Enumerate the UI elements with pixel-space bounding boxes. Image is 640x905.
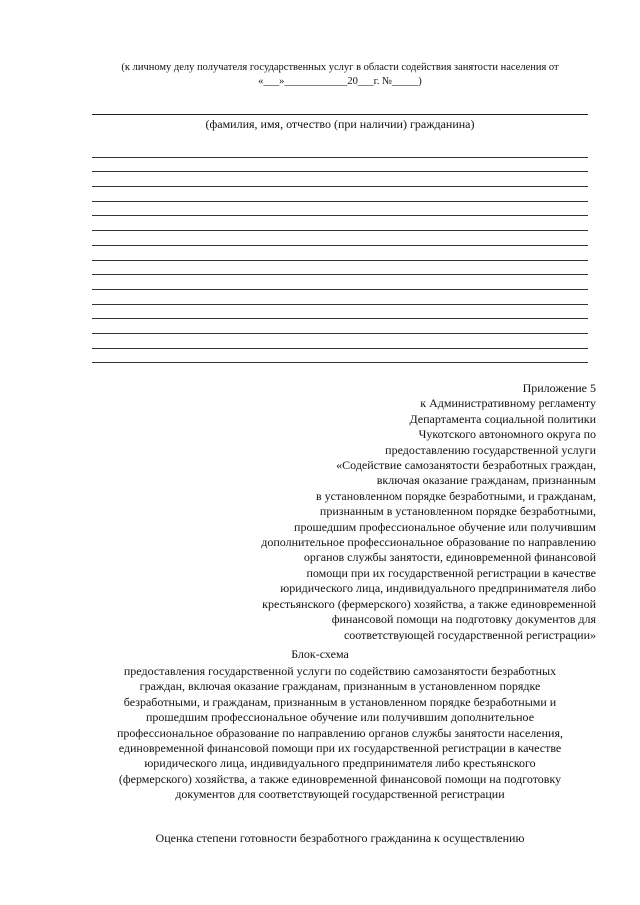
appendix-line: прошедшим профессиональное обучение или получившим: [294, 519, 596, 534]
blank-line: [92, 261, 588, 276]
block-scheme-description: [90, 664, 590, 803]
block-scheme-line: юридического лица, индивидуального предпринимателя либо крестьянского: [144, 756, 536, 771]
appendix-line: Приложение 5: [522, 381, 596, 395]
blank-line: [92, 187, 588, 202]
appendix-line: помощи при их государственной регистрации в качестве: [306, 565, 596, 580]
assessment-heading: Оценка степени готовности безработного гражданина к осуществлению: [155, 831, 525, 845]
blank-line: [92, 305, 588, 320]
appendix-line: органов службы занятости, единовременной финансовой: [303, 550, 596, 565]
appendix-line: дополнительное профессиональное образование по направлению: [261, 535, 596, 550]
case-file-reference-line-1: (к личному делу получателя государственных услуг в области содействия занятости населения от: [121, 62, 559, 73]
appendix-line: юридического лица, индивидуального предпринимателя либо: [280, 581, 596, 596]
block-scheme-line: граждан, включая оказание гражданам, признанным в установленном порядке: [139, 679, 541, 694]
blank-line: [92, 319, 588, 334]
block-scheme-line: единовременной финансовой помощи при их государственной регистрации в качестве: [118, 741, 562, 756]
blank-lines: [92, 143, 588, 363]
case-file-reference-line-2: «___»____________20___г. №_____): [258, 76, 422, 87]
blank-line: [92, 246, 588, 261]
appendix-line: включая оказание гражданам, признанным: [376, 473, 596, 488]
blank-line: [92, 143, 588, 158]
appendix-line: в установленном порядке безработными, и гражданам,: [316, 488, 596, 503]
case-file-reference: [92, 61, 588, 89]
block-scheme-line: (фермерского) хозяйства, а также единовременной финансовой помощи на подготовку: [118, 771, 562, 786]
block-scheme-title: Блок-схема: [291, 647, 349, 661]
blank-line: [92, 202, 588, 217]
blank-line: [92, 275, 588, 290]
appendix-line: финансовой помощи на подготовку документов для: [331, 612, 596, 627]
appendix-line: предоставлению государственной услуги: [385, 442, 596, 457]
fio-caption: (фамилия, имя, отчество (при наличии) гражданина): [205, 117, 475, 131]
block-scheme-line: предоставления государственной услуги по содействию самозанятости безработных: [123, 664, 557, 678]
appendix-line: крестьянского (фермерского) хозяйства, а также единовременной: [262, 596, 596, 611]
appendix-line: Чукотского автономного округа по: [418, 427, 596, 442]
blank-line: [92, 334, 588, 349]
block-scheme-line: документов для соответствующей государственной регистрации: [175, 787, 505, 802]
block-scheme-line: прошедшим профессиональное обучение или получившим дополнительное: [145, 710, 535, 725]
fio-underline: [92, 114, 588, 115]
appendix-heading: [196, 381, 596, 643]
appendix-line: Департамента социальной политики: [409, 411, 596, 426]
blank-line: [92, 158, 588, 173]
blank-line: [92, 349, 588, 364]
appendix-line: соответствующей государственной регистрации»: [343, 627, 596, 642]
appendix-line: «Содействие самозанятости безработных граждан,: [336, 458, 596, 473]
appendix-line: к Административному регламенту: [420, 396, 596, 411]
block-scheme-line: профессиональное образование по направлению органов службы занятости населения,: [116, 725, 563, 740]
blank-line: [92, 172, 588, 187]
block-scheme-line: безработными, и гражданам, признанным в установленном порядке безработными и: [123, 694, 557, 709]
blank-line: [92, 290, 588, 305]
appendix-line: признанным в установленном порядке безработными,: [319, 504, 596, 519]
blank-line: [92, 231, 588, 246]
blank-line: [92, 216, 588, 231]
